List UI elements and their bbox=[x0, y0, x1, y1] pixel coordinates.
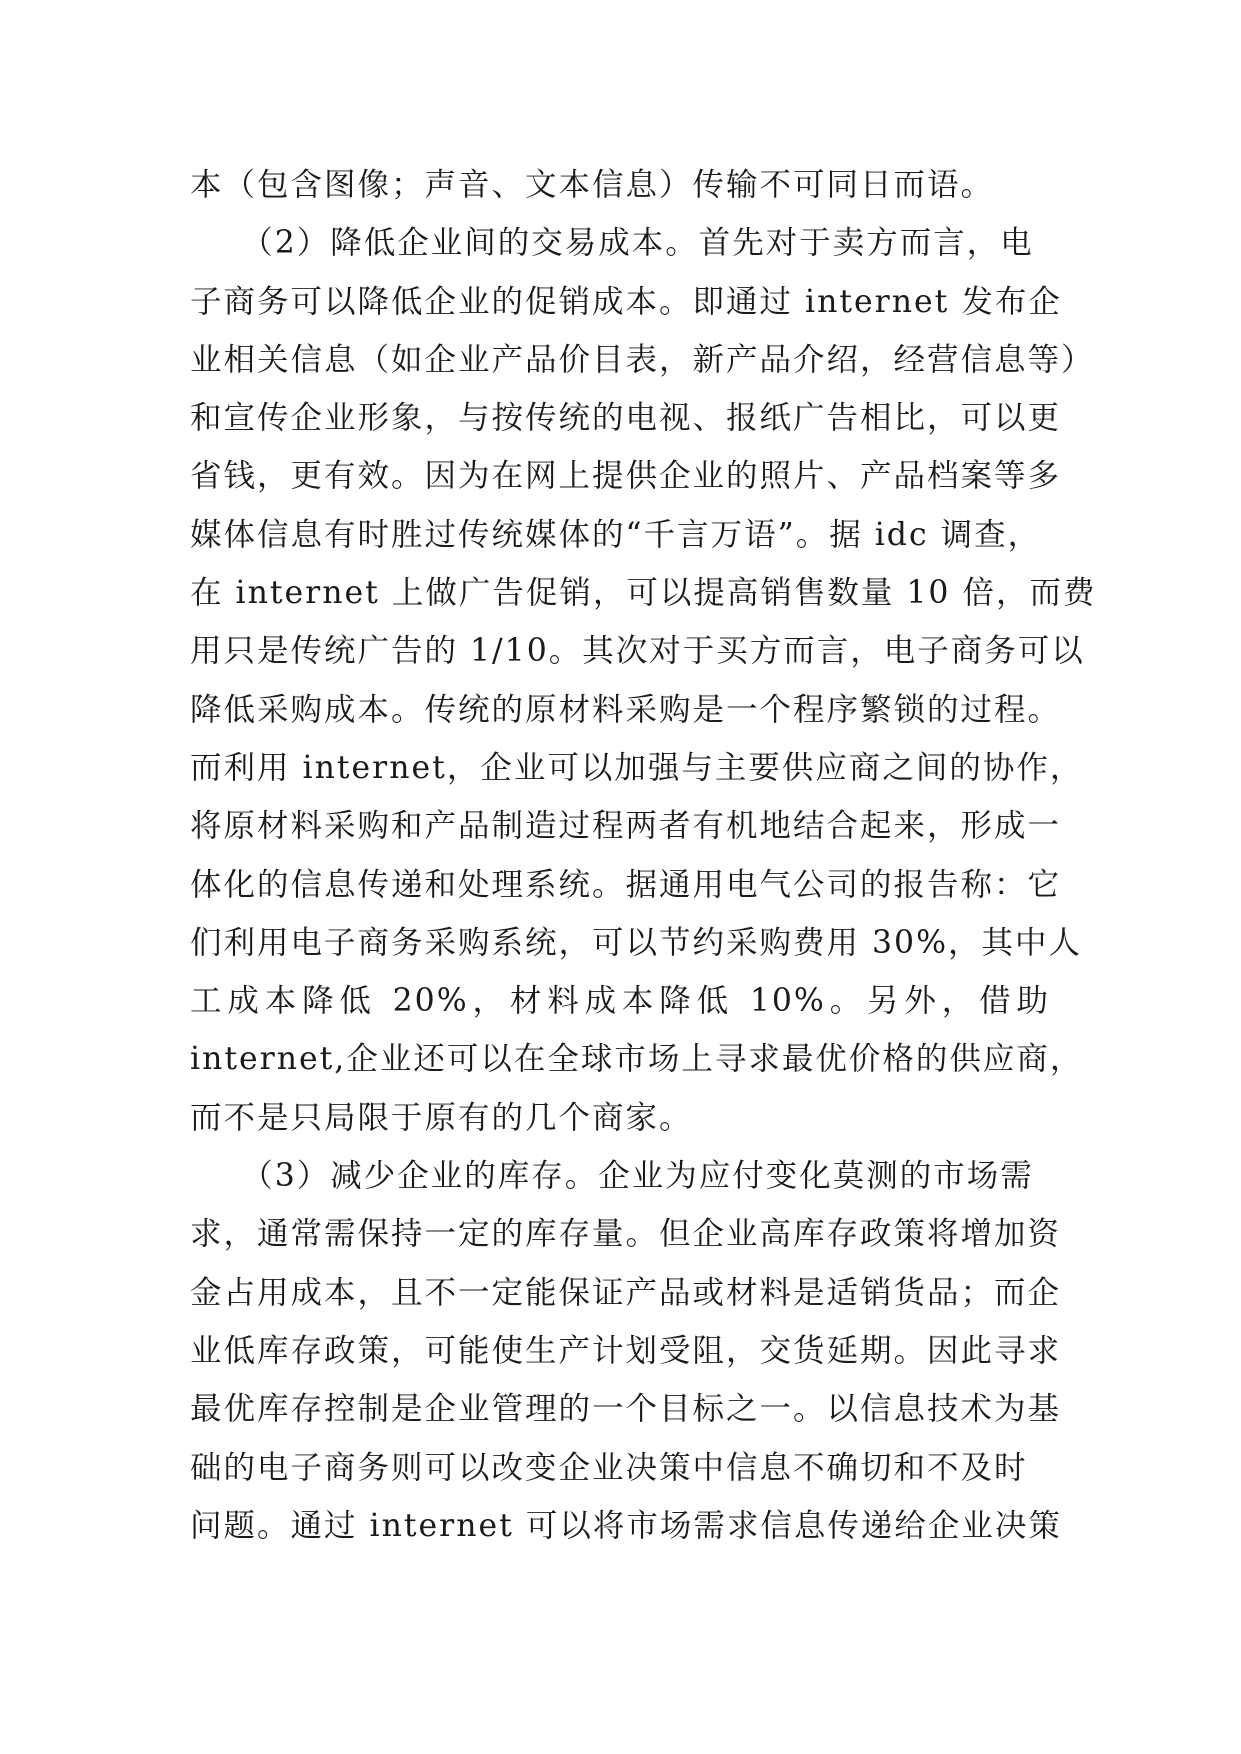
text-line: （3）减少企业的库存。企业为应付变化莫测的市场需 bbox=[190, 1158, 1034, 1195]
text-line: 求，通常需保持一定的库存量。但企业高库存政策将增加资 bbox=[190, 1216, 1062, 1253]
text-line: internet,企业还可以在全球市场上寻求最优价格的供应商， bbox=[190, 1041, 1084, 1078]
text-line: 问题。通过 internet 可以将市场需求信息传递给企业决策 bbox=[190, 1507, 1062, 1544]
text-line: 础的电子商务则可以改变企业决策中信息不确切和不及时 bbox=[190, 1449, 1028, 1486]
text-line: 而不是只局限于原有的几个商家。 bbox=[190, 1099, 693, 1136]
text-line: 本（包含图像；声音、文本信息）传输不可同日而语。 bbox=[190, 167, 995, 203]
text-line: 金占用成本，且不一定能保证产品或材料是适销货品；而企 bbox=[190, 1274, 1062, 1311]
text-line: 降低采购成本。传统的原材料采购是一个程序繁锁的过程。 bbox=[190, 691, 1062, 728]
text-line: 将原材料采购和产品制造过程两者有机地结合起来，形成一 bbox=[190, 808, 1062, 845]
text-line: （2）降低企业间的交易成本。首先对于卖方而言，电 bbox=[190, 225, 1034, 262]
text-line: 工成本降低 20%，材料成本降低 10%。另外，借助 bbox=[190, 983, 1050, 1020]
text-line: 和宣传企业形象，与按传统的电视、报纸广告相比，可以更 bbox=[190, 400, 1062, 437]
text-line: 在 internet 上做广告促销，可以提高销售数量 10 倍，而费 bbox=[190, 575, 1097, 612]
text-line: 省钱，更有效。因为在网上提供企业的照片、产品档案等多 bbox=[190, 458, 1062, 495]
text-line: 子商务可以降低企业的促销成本。即通过 internet 发布企 bbox=[190, 283, 1062, 320]
text-line: 业相关信息（如企业产品价目表，新产品介绍，经营信息等） bbox=[190, 341, 1095, 378]
text-line: 们利用电子商务采购系统，可以节约采购费用 30%，其中人 bbox=[190, 924, 1083, 961]
text-line: 媒体信息有时胜过传统媒体的“千言万语”。据 idc 调查， bbox=[190, 516, 1042, 553]
body-text bbox=[190, 156, 1097, 1555]
text-line: 体化的信息传递和处理系统。据通用电气公司的报告称：它 bbox=[190, 866, 1062, 903]
text-line: 而利用 internet，企业可以加强与主要供应商之间的协作， bbox=[190, 749, 1084, 786]
text-line: 用只是传统广告的 1/10。其次对于买方而言，电子商务可以 bbox=[190, 633, 1085, 670]
text-line: 业低库存政策，可能使生产计划受阻，交货延期。因此寻求 bbox=[190, 1332, 1062, 1369]
text-line: 最优库存控制是企业管理的一个目标之一。以信息技术为基 bbox=[190, 1391, 1062, 1428]
